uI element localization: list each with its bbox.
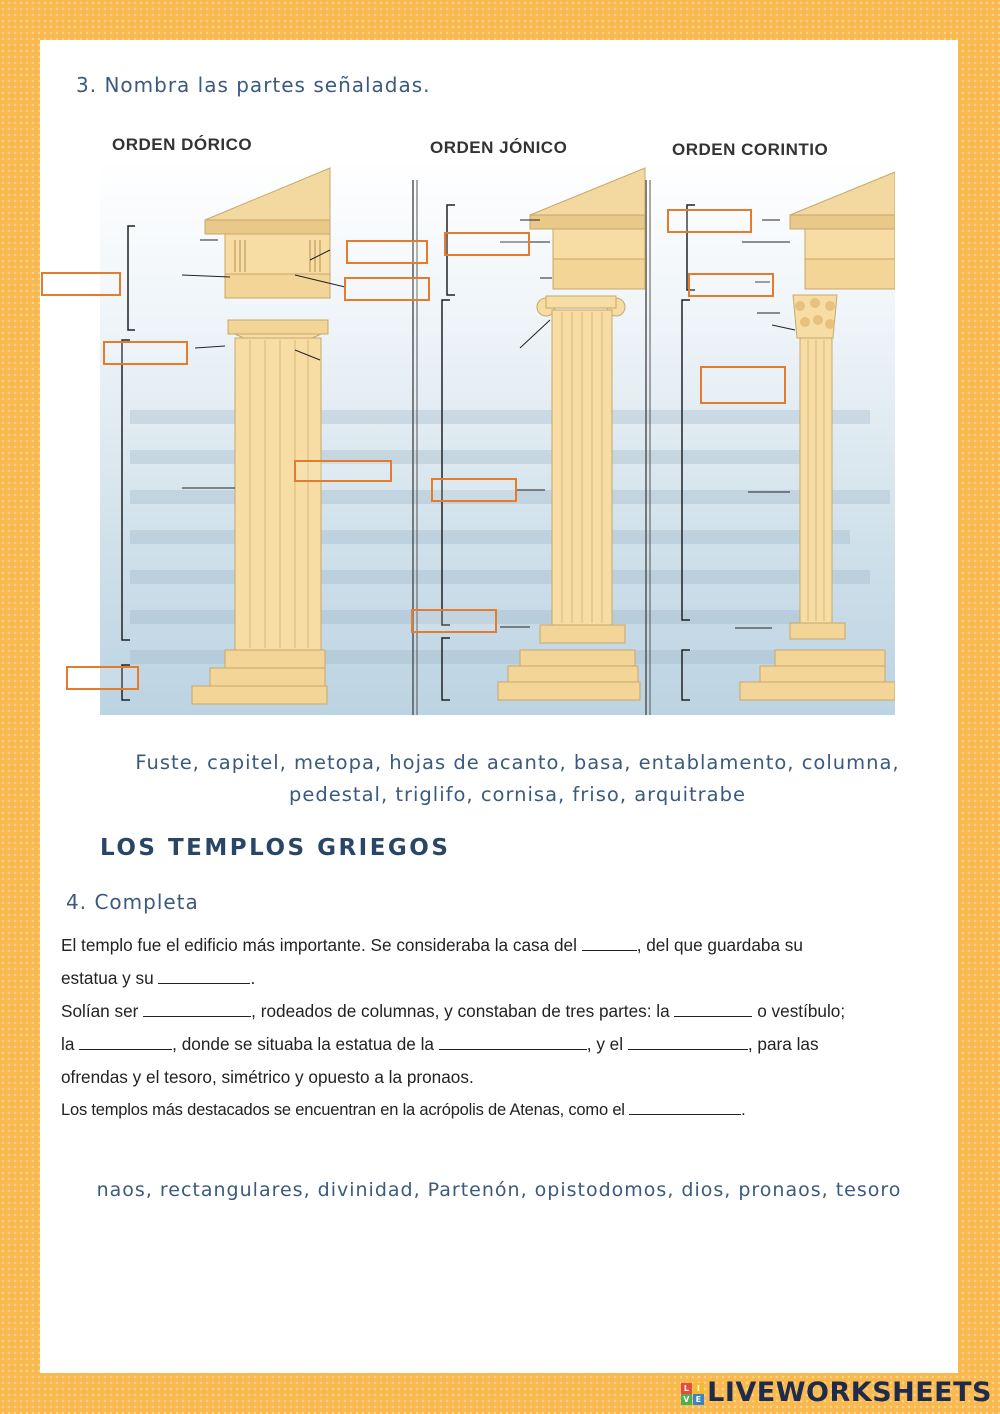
text-segment: , y el (586, 1034, 628, 1054)
fill-in-paragraph (61, 929, 931, 1127)
text-segment: , rodeados de columnas, y constaban de tres partes: la (251, 1001, 675, 1021)
blank-input[interactable] (582, 936, 637, 951)
word-bank-line-1: Fuste, capitel, metopa, hojas de acanto, basa, entablamento, columna, (135, 751, 900, 774)
logo-letter: I (693, 1383, 704, 1394)
paragraph-line (61, 929, 931, 962)
word-bank-parts (60, 747, 975, 811)
blank-input[interactable] (439, 1035, 587, 1050)
text-segment: ofrendas y el tesoro, simétrico y opuesto a la pronaos. (61, 1067, 474, 1087)
logo-letter: L (681, 1383, 692, 1394)
text-segment: estatua y su (61, 968, 159, 988)
answer-box[interactable] (411, 609, 497, 633)
text-segment: , para las (747, 1034, 819, 1054)
exercise-3-title: 3. Nombra las partes señaladas. (76, 73, 431, 97)
text-segment: , del que guardaba su (636, 935, 803, 955)
word-bank-line-2: pedestal, triglifo, cornisa, friso, arquitrabe (289, 783, 746, 806)
paragraph-line (61, 1094, 931, 1127)
logo-letter: E (693, 1394, 704, 1405)
answer-box[interactable] (444, 232, 530, 256)
answer-box[interactable] (103, 341, 188, 365)
word-bank-temples: naos, rectangulares, divinidad, Partenón, opistodomos, dios, pronaos, tesoro (96, 1179, 902, 1201)
doric-order-title: ORDEN DÓRICO (112, 135, 253, 154)
answer-box[interactable] (431, 478, 517, 502)
paragraph-line (61, 1028, 931, 1061)
text-segment: o vestíbulo; (752, 1001, 846, 1021)
text-segment: . (250, 968, 256, 988)
paragraph-line (61, 995, 931, 1028)
answer-box[interactable] (41, 272, 121, 296)
answer-box[interactable] (688, 273, 774, 297)
text-segment: . (741, 1101, 746, 1119)
ionic-order-title: ORDEN JÓNICO (430, 138, 568, 157)
blank-input[interactable] (674, 1002, 752, 1017)
text-segment: la (61, 1034, 80, 1054)
blank-input[interactable] (143, 1002, 251, 1017)
logo-letter: V (681, 1394, 692, 1405)
blank-input[interactable] (79, 1035, 172, 1050)
answer-box[interactable] (346, 240, 428, 264)
blank-input[interactable] (628, 1035, 748, 1050)
text-segment: Solían ser (61, 1001, 144, 1021)
text-segment: El templo fue el edificio más importante. Se consideraba la casa del (61, 935, 582, 955)
answer-box[interactable] (344, 277, 430, 301)
text-segment: Los templos más destacados se encuentran en la acrópolis de Atenas, como el (61, 1101, 630, 1119)
answer-box[interactable] (294, 460, 392, 482)
blank-input[interactable] (158, 969, 250, 984)
blank-input[interactable] (629, 1100, 741, 1115)
answer-box[interactable] (700, 366, 786, 404)
paragraph-line (61, 1061, 931, 1094)
logo-mark-icon (681, 1383, 705, 1405)
exercise-4-title: 4. Completa (66, 890, 199, 914)
section-heading: LOS TEMPLOS GRIEGOS (100, 835, 451, 861)
answer-box[interactable] (667, 209, 752, 233)
answer-box[interactable] (66, 666, 139, 690)
logo-text: LIVEWORKSHEETS (707, 1377, 992, 1408)
liveworksheets-logo (681, 1377, 992, 1408)
corinthian-order-title: ORDEN CORINTIO (672, 140, 829, 159)
paragraph-line (61, 962, 931, 995)
text-segment: , donde se situaba la estatua de la (172, 1034, 439, 1054)
